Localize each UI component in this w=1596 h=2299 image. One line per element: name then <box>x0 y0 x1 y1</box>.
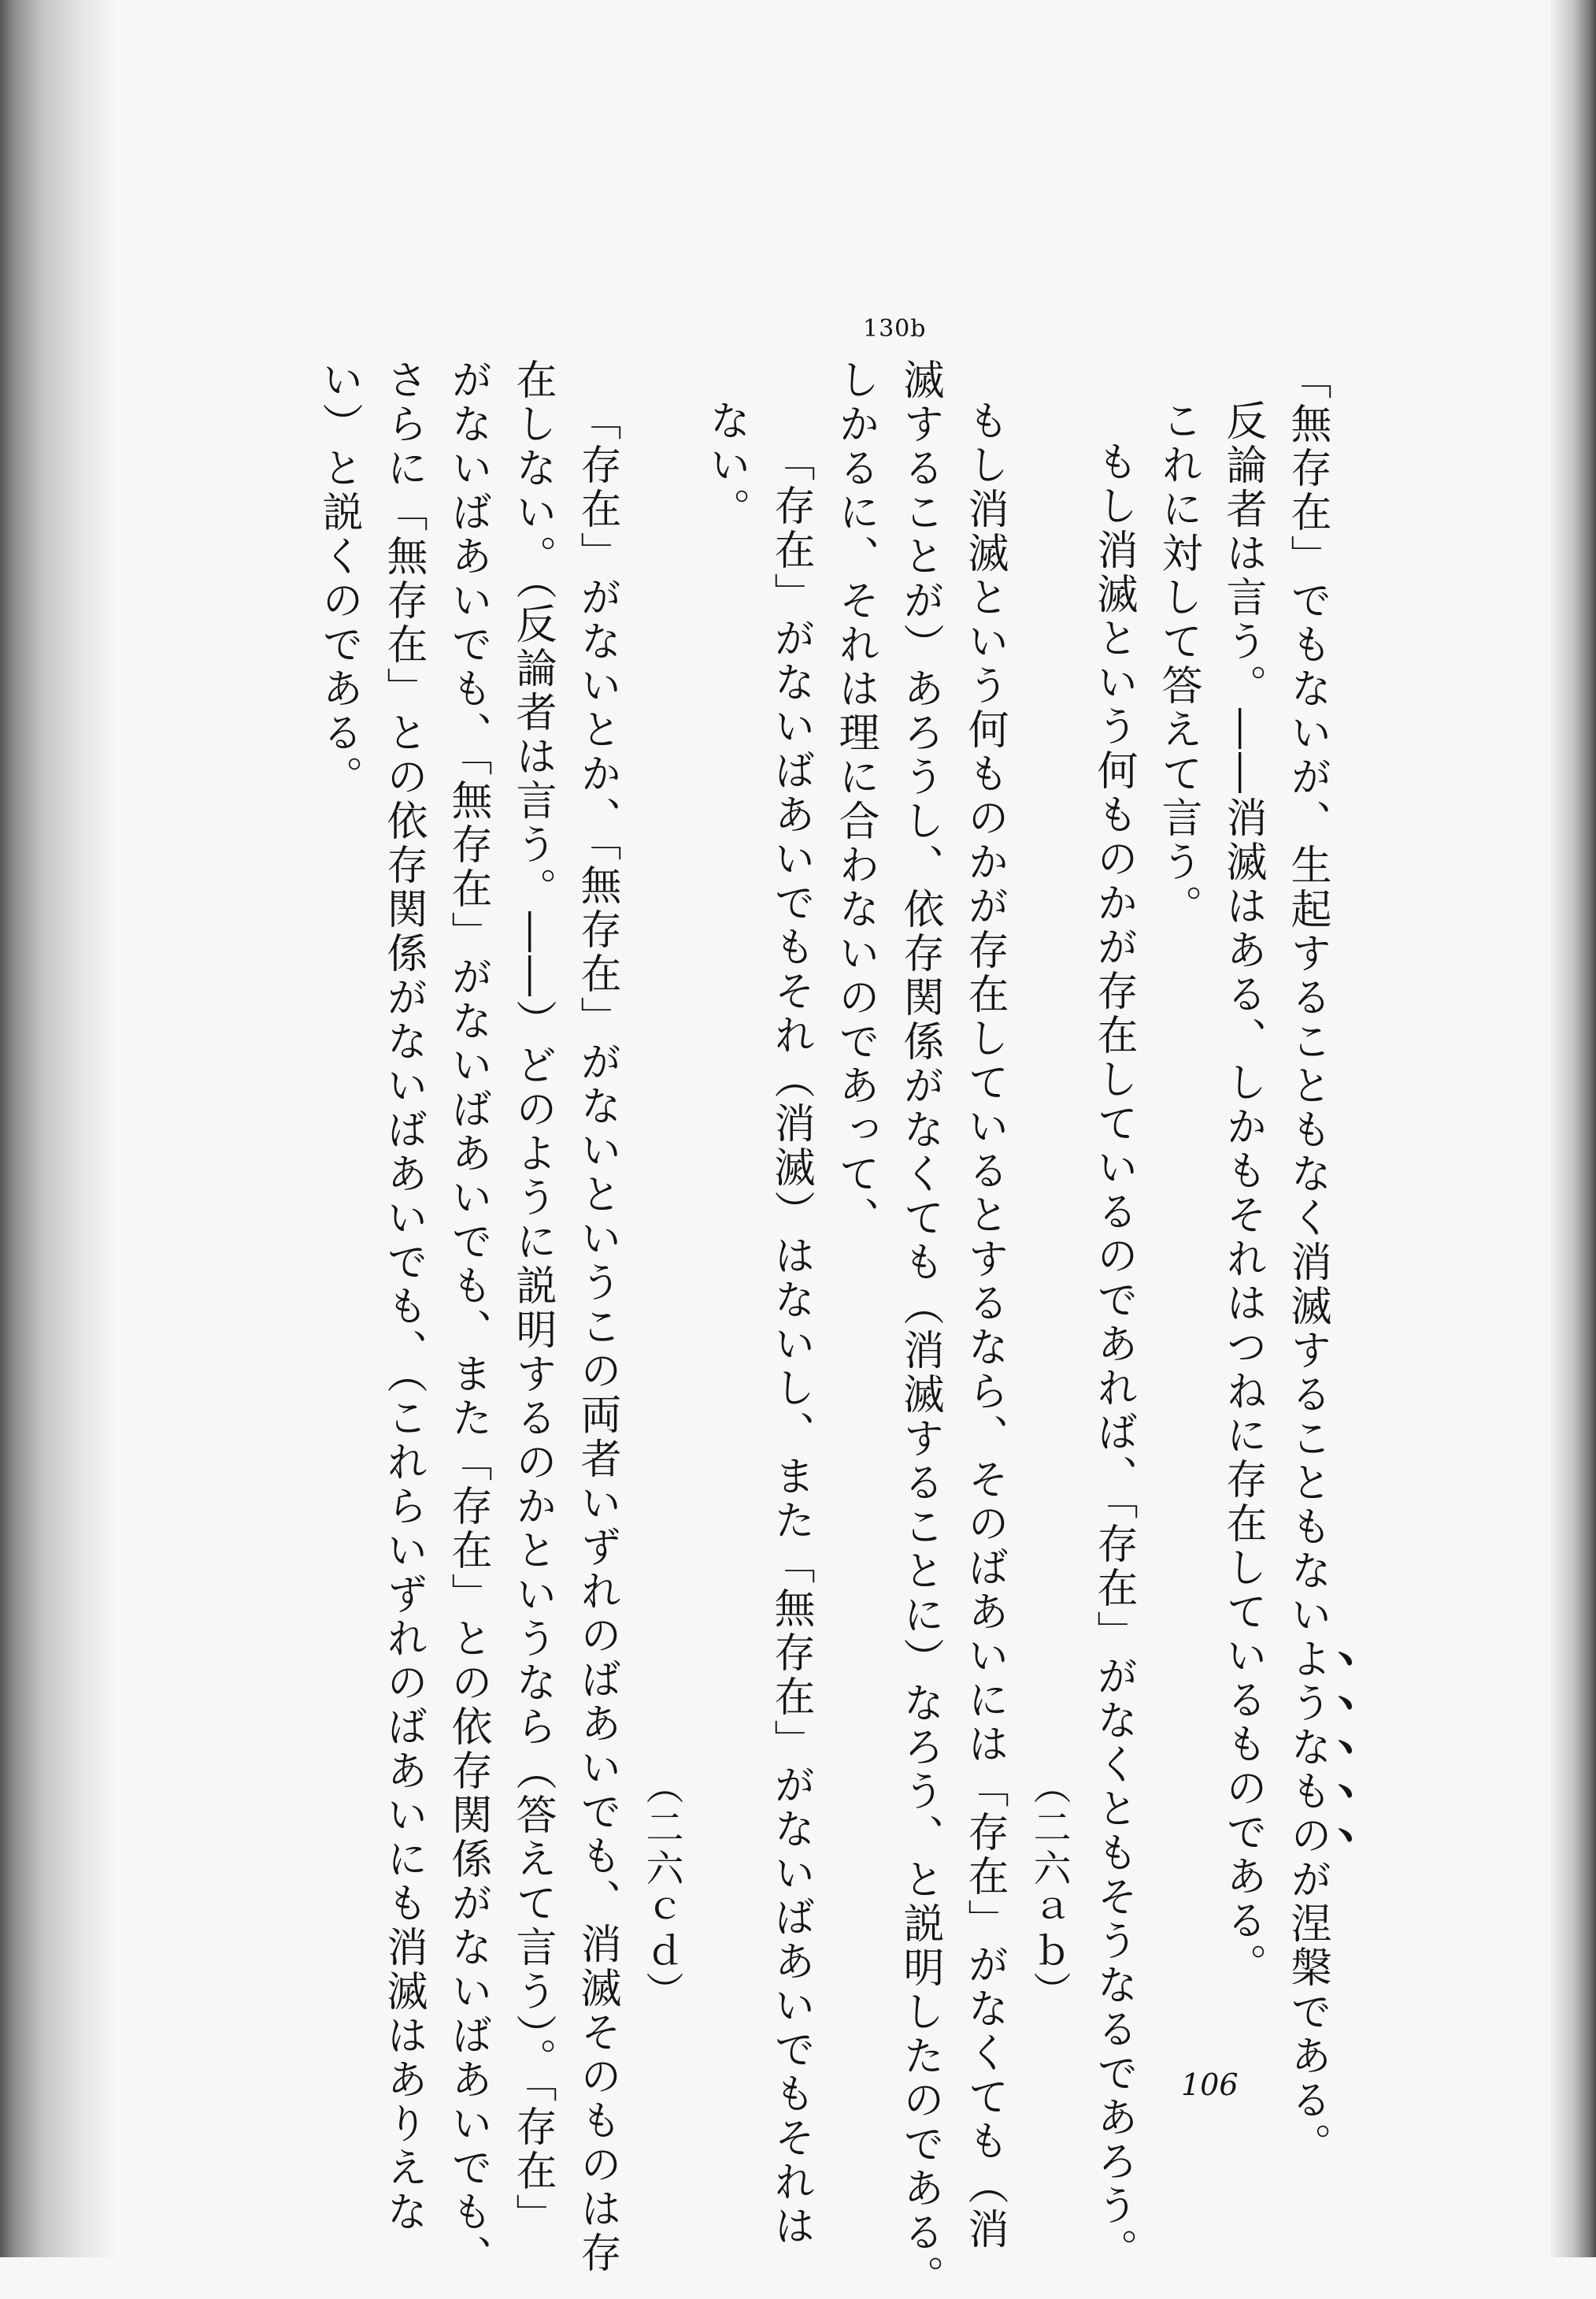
text-line-8: しかるに、それは理に合わないのであって、 <box>831 358 879 1240</box>
text-line-4: もし消滅という何ものかが存在しているのであれば、「存在」がなくともそうなるであろう。 <box>1090 440 1137 2272</box>
text-line-7: 滅することが）あろうし、依存関係がなくても（消滅することに）なろう、と説明したのである。 <box>896 358 943 2299</box>
text-line-1 <box>1275 358 1360 2167</box>
text-line-13: 在しない。（反論者は言う。――）どのように説明するのかというなら（答えて言う）。「存在」 <box>509 358 556 2238</box>
scan-shadow-right <box>1549 0 1596 2257</box>
text-line-14: がないばあいでも、「無存在」がないばあいでも、また「存在」との依存関係がないばあいでも、 <box>444 358 491 2279</box>
verse-reference-26ab: （二六ａｂ） <box>1027 1767 1071 2012</box>
text-line-1-tail: が涅槃である。 <box>1283 1858 1331 2167</box>
text-line-9: 「存在」がないばあいでもそれ（消滅）はないし、また「無存在」がないばあいでもそれは <box>767 440 814 2249</box>
page-number: 106 <box>1181 2067 1239 2102</box>
folio-reference: 130b <box>863 315 927 343</box>
emphasized-phrase: ようなもの <box>1283 1637 1331 1858</box>
text-line-16: い）と説くのである。 <box>315 358 362 799</box>
text-line-1-lead: 「無存在」でもないが、生起することもなく消滅することもない <box>1283 358 1331 1637</box>
scan-shadow-left <box>0 0 118 2257</box>
text-line-12: 「存在」がないとか、「無存在」がないというこの両者いずれのばあいでも、消滅そのものは存 <box>573 399 620 2275</box>
text-line-10: ない。 <box>702 399 750 532</box>
text-line-2: 反論者は言う。――消滅はある、しかもそれはつねに存在しているものである。 <box>1219 399 1266 1987</box>
verse-reference-26cd: （二六ｃｄ） <box>639 1767 683 2012</box>
text-line-15: さらに「無存在」との依存関係がないばあいでも、（これらいずれのばあいにも消滅はありえな <box>380 358 427 2234</box>
text-line-3: これに対して答えて言う。 <box>1154 399 1202 929</box>
text-line-6: もし消滅という何ものかが存在しているとするなら、そのばあいには「存在」がなくても（消 <box>961 399 1008 2252</box>
